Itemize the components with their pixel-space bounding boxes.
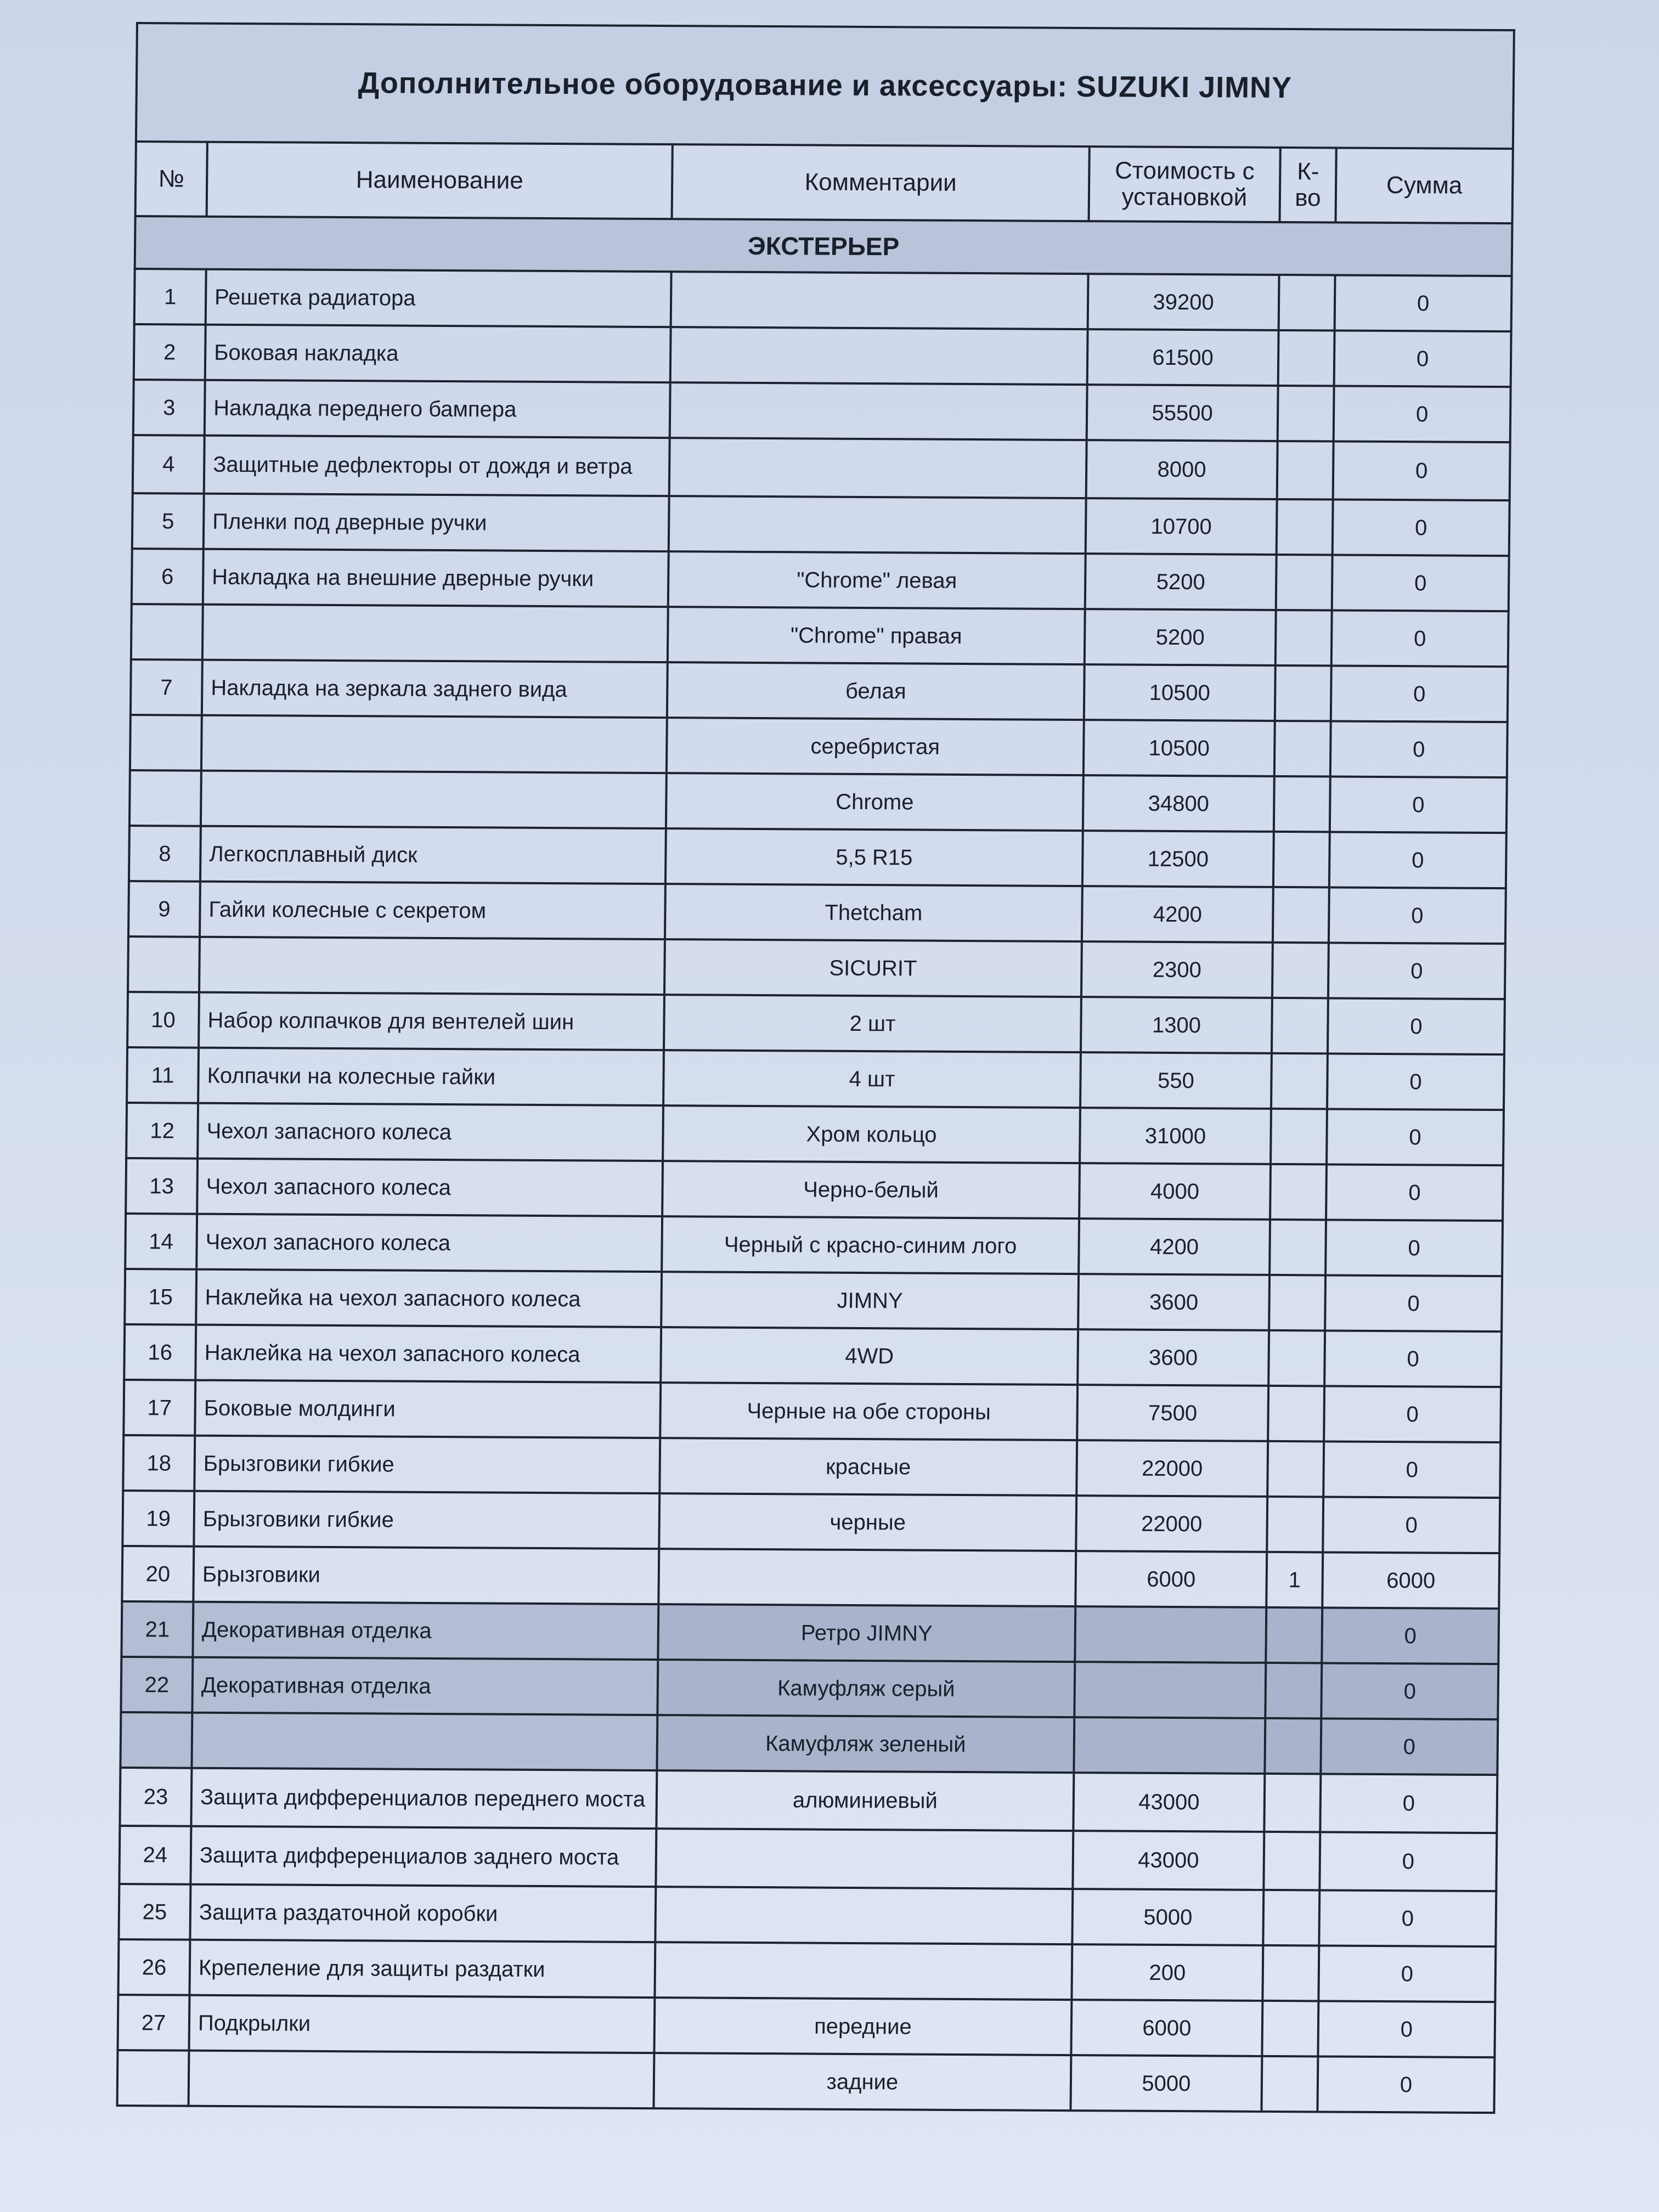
item-sum: 0: [1329, 832, 1506, 888]
item-comment: [670, 327, 1088, 385]
item-price: 55500: [1087, 385, 1278, 441]
item-quantity: [1274, 776, 1330, 832]
item-name: Набор колпачков для вентелей шин: [199, 992, 664, 1050]
row-number: 9: [128, 881, 200, 937]
item-name: Боковые молдинги: [195, 1380, 661, 1438]
header-qty: [1280, 148, 1336, 223]
item-name: [191, 1713, 657, 1770]
item-quantity: [1275, 665, 1331, 721]
row-number: 7: [131, 659, 202, 715]
item-sum: 0: [1333, 441, 1510, 500]
table-row: [118, 1939, 1496, 2002]
item-price: 10700: [1086, 498, 1277, 555]
table-row: [121, 1601, 1499, 1664]
item-price: 12500: [1082, 831, 1274, 887]
row-number: 21: [121, 1601, 193, 1657]
item-price: 5000: [1072, 1889, 1263, 1945]
item-comment: [670, 382, 1087, 440]
item-name: Легкосплавный диск: [200, 826, 666, 884]
item-price: 6000: [1075, 1551, 1267, 1607]
item-comment: [654, 1942, 1072, 2000]
document-title: Дополнительное оборудование и аксессуары: SUZUKI JIMNY: [136, 23, 1514, 149]
price-list-sheet: [116, 22, 1513, 2114]
item-price: 22000: [1076, 1440, 1268, 1497]
item-quantity: [1276, 555, 1333, 611]
item-price: 10500: [1084, 664, 1276, 721]
item-comment: "Chrome" правая: [668, 607, 1085, 664]
item-sum: 0: [1323, 1497, 1500, 1553]
item-name: Колпачки на колесные гайки: [198, 1048, 664, 1105]
item-comment: белая: [667, 662, 1085, 720]
item-quantity: [1265, 1718, 1321, 1774]
item-name: Защитные дефлекторы от дождя и ветра: [204, 436, 670, 496]
item-comment: Черные на обе стороны: [660, 1383, 1077, 1440]
item-name: Подкрылки: [189, 1995, 655, 2053]
row-number: [128, 936, 200, 992]
item-sum: 0: [1324, 1330, 1502, 1387]
item-name: [189, 2051, 654, 2108]
item-sum: 0: [1323, 1441, 1500, 1498]
row-number: 17: [123, 1380, 195, 1436]
row-number: 26: [118, 1939, 190, 1995]
item-name: Брызговики: [193, 1547, 659, 1604]
row-number: 8: [129, 826, 201, 882]
item-comment: Chrome: [666, 773, 1084, 831]
item-quantity: [1271, 1053, 1328, 1109]
item-name: Брызговики гибкие: [194, 1491, 659, 1549]
item-price: 10500: [1084, 720, 1275, 776]
item-price: 39200: [1088, 274, 1279, 330]
item-quantity: [1277, 441, 1334, 500]
row-number: 6: [132, 549, 204, 605]
table-row: [119, 1826, 1497, 1891]
item-quantity: [1266, 1607, 1322, 1663]
row-number: [129, 770, 201, 826]
item-quantity: [1278, 386, 1334, 442]
row-number: 22: [121, 1657, 193, 1713]
item-quantity: [1272, 998, 1328, 1054]
item-sum: 0: [1334, 386, 1511, 442]
table-row: [129, 770, 1507, 833]
item-comment: [671, 272, 1088, 329]
item-sum: 0: [1327, 1053, 1504, 1110]
item-comment: [669, 496, 1086, 554]
row-number: 5: [132, 493, 204, 549]
item-quantity: [1265, 1663, 1322, 1719]
item-comment: 4WD: [661, 1327, 1078, 1385]
item-sum: 0: [1321, 1718, 1498, 1775]
item-quantity: [1261, 2056, 1318, 2112]
item-sum: 0: [1318, 2001, 1495, 2057]
row-number: 15: [125, 1269, 196, 1325]
item-comment: Thetcham: [665, 884, 1082, 941]
header-price-line1: Стоимость с: [1114, 156, 1255, 185]
item-price: 34800: [1083, 775, 1274, 832]
item-name: Декоративная отделка: [193, 1602, 658, 1660]
table-row: [124, 1324, 1502, 1387]
item-price: 2300: [1081, 941, 1273, 998]
item-price: 1300: [1081, 997, 1272, 1053]
item-name: Наклейка на чехол запасного колеса: [196, 1269, 662, 1327]
table-row: [127, 1047, 1504, 1110]
table-row: [120, 1712, 1498, 1775]
item-comment: Черный с красно-синим лого: [662, 1216, 1079, 1274]
row-number: 1: [134, 269, 206, 325]
item-sum: 0: [1333, 499, 1510, 556]
table-row: [129, 826, 1506, 888]
table-row: [134, 269, 1512, 331]
header-price: [1089, 146, 1280, 222]
item-comment: Хром кольцо: [663, 1105, 1080, 1163]
item-sum: 0: [1331, 610, 1509, 667]
item-sum: 0: [1318, 1945, 1496, 2002]
table-row: [128, 936, 1505, 999]
item-price: 3600: [1078, 1274, 1269, 1330]
item-name: Пленки под дверные ручки: [204, 494, 669, 551]
item-quantity: [1267, 1497, 1323, 1553]
item-name: Накладка на внешние дверные ручки: [203, 549, 669, 607]
table-row: [125, 1214, 1503, 1276]
item-name: Защита раздаточной коробки: [190, 1884, 656, 1942]
item-name: Накладка на зеркала заднего вида: [202, 660, 668, 718]
item-quantity: [1264, 1774, 1321, 1832]
header-name: Наименование: [207, 142, 673, 219]
row-number: 23: [120, 1768, 191, 1826]
item-price: 31000: [1080, 1108, 1271, 1164]
item-comment: 2 шт: [664, 995, 1081, 1052]
item-price: 61500: [1087, 329, 1279, 386]
item-sum: 0: [1329, 887, 1506, 944]
item-price: 7500: [1077, 1385, 1268, 1441]
header-qty-line2: во: [1295, 184, 1321, 212]
item-comment: SICURIT: [664, 939, 1082, 997]
item-name: [201, 715, 667, 773]
item-name: [199, 937, 665, 995]
item-price: 4200: [1082, 886, 1273, 943]
item-sum: 0: [1328, 998, 1505, 1054]
table-row: [122, 1491, 1500, 1553]
header-comment: Комментарии: [672, 144, 1090, 221]
item-comment: 5,5 R15: [665, 828, 1083, 886]
item-name: Декоративная отделка: [192, 1657, 658, 1715]
item-quantity: [1268, 1330, 1325, 1386]
item-quantity: [1273, 887, 1329, 943]
table-row: [133, 435, 1510, 500]
header-price-line2: установкой: [1121, 183, 1248, 211]
item-quantity: [1274, 721, 1331, 777]
item-price: 22000: [1076, 1496, 1267, 1552]
row-number: 10: [127, 992, 199, 1048]
table-row: [128, 881, 1506, 944]
item-price: [1075, 1606, 1266, 1663]
item-name: Чехол запасного колеса: [198, 1103, 663, 1161]
row-number: 3: [133, 380, 205, 436]
item-quantity: [1277, 499, 1333, 555]
item-name: [201, 771, 667, 828]
item-quantity: [1272, 943, 1329, 998]
item-comment: черные: [659, 1493, 1076, 1551]
item-quantity: [1273, 832, 1330, 888]
item-name: Чехол запасного колеса: [196, 1214, 662, 1272]
item-sum: 0: [1320, 1774, 1497, 1833]
table-row: [132, 493, 1510, 556]
item-comment: Черно-белый: [662, 1161, 1080, 1218]
row-number: [130, 715, 202, 771]
item-sum: 0: [1321, 1663, 1498, 1719]
item-sum: 0: [1328, 943, 1505, 999]
item-comment: [669, 438, 1087, 498]
table-row: [131, 659, 1508, 722]
item-sum: 0: [1335, 275, 1512, 331]
item-quantity: [1270, 1164, 1327, 1220]
item-sum: 0: [1319, 1832, 1497, 1891]
item-price: 5200: [1085, 609, 1276, 665]
table-row: [126, 1158, 1503, 1221]
item-quantity: [1262, 2001, 1318, 2057]
item-quantity: 1: [1266, 1552, 1323, 1608]
row-number: 20: [122, 1546, 194, 1602]
table-row: [118, 1995, 1496, 2057]
item-price: [1074, 1662, 1266, 1718]
table-row: [134, 324, 1511, 387]
item-comment: задние: [653, 2053, 1071, 2111]
row-number: [120, 1712, 192, 1768]
item-comment: Ретро JIMNY: [658, 1604, 1075, 1662]
item-price: 43000: [1073, 1773, 1265, 1832]
item-sum: 0: [1326, 1164, 1503, 1221]
item-price: 43000: [1073, 1831, 1264, 1890]
item-comment: JIMNY: [661, 1272, 1079, 1329]
item-price: 3600: [1077, 1329, 1269, 1386]
item-price: 200: [1071, 1944, 1263, 2001]
item-comment: [655, 1887, 1073, 1944]
item-sum: 0: [1330, 721, 1508, 777]
item-quantity: [1271, 1109, 1327, 1165]
item-sum: 0: [1331, 665, 1508, 722]
row-number: 2: [134, 324, 206, 380]
table-row: [121, 1657, 1498, 1719]
item-name: Чехол запасного колеса: [197, 1159, 663, 1216]
item-price: 550: [1080, 1052, 1272, 1109]
row-number: 27: [118, 1995, 190, 2051]
row-number: [131, 604, 203, 660]
item-price: 5000: [1070, 2055, 1262, 2112]
item-sum: 0: [1317, 2056, 1494, 2113]
item-sum: 0: [1322, 1607, 1499, 1664]
item-price: 8000: [1086, 440, 1278, 499]
row-number: 16: [124, 1324, 196, 1380]
item-quantity: [1269, 1275, 1325, 1331]
table-row: [131, 604, 1509, 667]
table-row: [120, 1768, 1497, 1833]
header-num: №: [136, 142, 207, 217]
item-quantity: [1267, 1441, 1324, 1497]
item-price: 5200: [1085, 554, 1277, 610]
accessories-table: [116, 22, 1515, 2114]
section-exterior: ЭКСТЕРЬЕР: [135, 216, 1513, 276]
item-sum: 0: [1327, 1109, 1504, 1165]
item-price: 4000: [1079, 1163, 1271, 1220]
table-row: [117, 2050, 1495, 2113]
item-comment: передние: [654, 1997, 1071, 2055]
row-number: 19: [122, 1491, 194, 1547]
row-number: 18: [123, 1435, 195, 1491]
item-comment: серебристая: [667, 718, 1084, 775]
table-row: [126, 1103, 1504, 1165]
item-sum: 0: [1324, 1386, 1501, 1442]
table-row: [133, 380, 1511, 442]
table-row: [123, 1435, 1500, 1498]
table-row: [123, 1380, 1501, 1442]
item-name: Наклейка на чехол запасного колеса: [195, 1325, 661, 1383]
item-comment: [656, 1829, 1073, 1889]
row-number: 11: [127, 1047, 199, 1103]
table-row: [127, 992, 1505, 1054]
item-name: [202, 605, 668, 662]
item-quantity: [1263, 1890, 1319, 1946]
item-sum: 0: [1330, 776, 1507, 833]
item-name: Крепеление для защиты раздатки: [189, 1940, 655, 1997]
item-quantity: [1276, 610, 1332, 666]
item-comment: 4 шт: [663, 1050, 1081, 1108]
header-qty-line1: К-: [1297, 157, 1319, 185]
header-sum: Сумма: [1336, 148, 1513, 223]
row-number: 14: [125, 1214, 197, 1269]
item-quantity: [1278, 330, 1335, 386]
item-price: 4200: [1079, 1218, 1270, 1275]
table-row: [125, 1269, 1502, 1331]
table-row: [122, 1546, 1499, 1609]
row-number: 12: [126, 1103, 198, 1159]
item-comment: красные: [659, 1438, 1077, 1496]
item-comment: [658, 1549, 1076, 1606]
item-name: Гайки колесные с секретом: [200, 882, 665, 939]
item-sum: 0: [1332, 555, 1509, 611]
item-comment: Камуфляж серый: [657, 1660, 1075, 1717]
item-quantity: [1263, 1832, 1320, 1891]
row-number: 4: [133, 435, 205, 494]
item-name: Брызговики гибкие: [194, 1436, 660, 1493]
item-quantity: [1268, 1386, 1324, 1442]
item-comment: алюминиевый: [656, 1770, 1074, 1831]
item-price: 6000: [1071, 2000, 1262, 2056]
row-number: 24: [119, 1826, 191, 1884]
item-name: Защита дифференциалов заднего моста: [190, 1826, 656, 1887]
row-number: [117, 2050, 189, 2106]
item-sum: 0: [1325, 1220, 1503, 1276]
item-price: [1074, 1717, 1265, 1774]
item-quantity: [1279, 275, 1335, 331]
row-number: 25: [119, 1884, 190, 1940]
item-comment: "Chrome" левая: [668, 551, 1086, 609]
item-quantity: [1262, 1945, 1319, 2001]
row-number: 13: [126, 1158, 198, 1214]
item-quantity: [1269, 1220, 1326, 1276]
item-name: Защита дифференциалов переднего моста: [191, 1768, 657, 1829]
item-name: Боковая накладка: [205, 325, 671, 382]
item-name: Накладка переднего бампера: [205, 380, 670, 438]
item-sum: 6000: [1322, 1552, 1499, 1609]
table-body: [117, 269, 1512, 2113]
item-comment: Камуфляж зеленый: [657, 1715, 1074, 1773]
item-sum: 0: [1334, 330, 1511, 387]
item-name: Решетка радиатора: [206, 269, 672, 327]
table-row: [130, 715, 1508, 777]
item-sum: 0: [1319, 1890, 1496, 1946]
table-row: [132, 549, 1509, 611]
item-sum: 0: [1325, 1275, 1502, 1331]
table-row: [119, 1884, 1496, 1946]
